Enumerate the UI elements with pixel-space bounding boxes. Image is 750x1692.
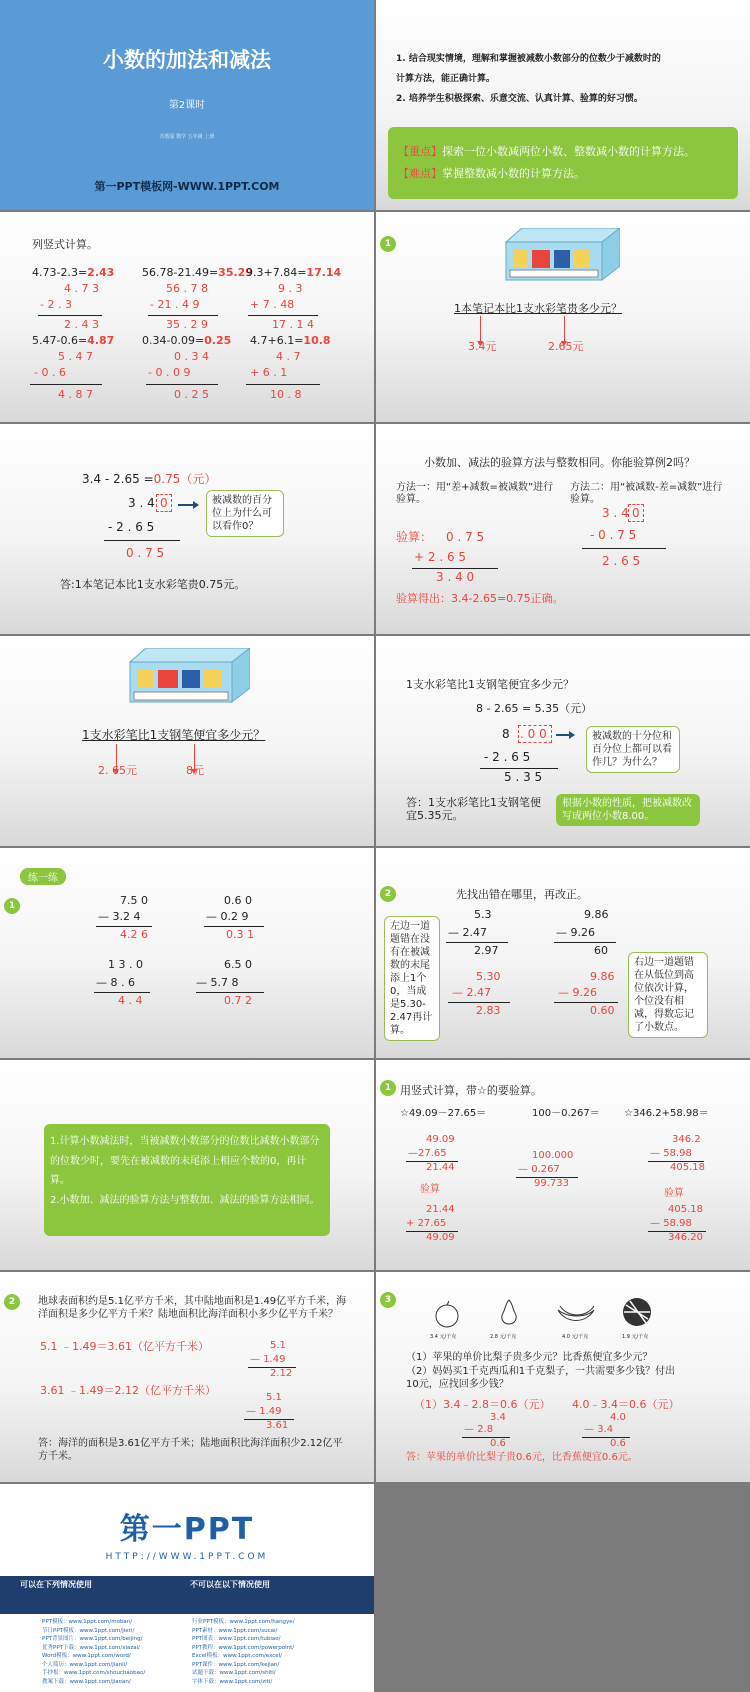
slide-credits[interactable]	[0, 1484, 374, 1692]
key-tag: 【重点】	[398, 145, 442, 158]
key-text: 探索一位小数减两位小数、整数减小数的计算方法。	[442, 145, 695, 158]
problem-5-expr: 0.34-0.09=	[142, 334, 205, 347]
p4-row3: 4 . 8 7	[58, 388, 93, 401]
logo: 第一PPT	[119, 1512, 255, 1547]
summary-box: 1.计算小数减法时，当被减数小数部分的位数比减数小数部分的位数少时，要先在被减数的末尾添上相应个数的0，再计算。 2.小数加、减法的验算方法与整数加、减法的验算方法相同。	[44, 1124, 330, 1236]
problem-3-expr: 9.3+7.84=	[246, 266, 307, 279]
d-zero: 0	[632, 506, 640, 520]
credit-link[interactable]: 优秀PPT下载：www.1ppt.com/xiazai/	[42, 1644, 141, 1651]
q1-row2: — 3.2 4	[98, 910, 141, 923]
right-5	[558, 986, 597, 999]
b-1: 100.000	[532, 1150, 574, 1161]
q4-row3: 0.7 2	[224, 994, 252, 1007]
b-2-value: 0.267	[531, 1164, 560, 1175]
equation-1: （1）3.4﹣2.8＝0.6（元）	[414, 1398, 551, 1411]
w-2	[246, 1406, 281, 1418]
q1-row3: 4.2 6	[120, 928, 148, 941]
q3-row2: — 8 . 6	[96, 976, 135, 989]
v-3: 0.6	[490, 1438, 506, 1449]
problem-4	[32, 334, 114, 347]
credit-link[interactable]: PPT素材：www.1ppt.com/sucai/	[192, 1627, 278, 1634]
problem-1-answer: 2.43	[87, 266, 115, 279]
site-label: 第一PPT模板网-WWW.1PPT.COM	[94, 180, 280, 193]
b-2	[518, 1164, 560, 1176]
question-bubble: 被减数的十分位和百分位上都可以看作几？为什么？	[586, 726, 680, 773]
a-4: 21.44	[426, 1204, 455, 1215]
price-pear: 2.8 元/千克	[490, 1334, 517, 1340]
v-2-value: 1.49	[263, 1354, 286, 1365]
answer: 答：1支水彩笔比1支钢笔便宜5.35元。	[406, 796, 541, 823]
problem-2-answer: 35.29	[218, 266, 253, 279]
minus-sign: —	[650, 1218, 664, 1229]
c-5-value: 58.98	[663, 1218, 692, 1229]
question-2: （2）妈妈买1千克西瓜和1千克梨子，一共需要多少钱？付出10元，应找回多少钱？	[406, 1366, 676, 1390]
credit-link[interactable]: 字体下载：www.1ppt.com/ziti/	[192, 1678, 273, 1685]
exercise-number: 2	[380, 886, 396, 902]
arrow	[556, 734, 570, 736]
credit-link[interactable]: PPT背景图片：www.1ppt.com/beijing/	[42, 1636, 143, 1642]
p2-line	[148, 315, 218, 316]
p5-row2: - 0 . 0 9	[148, 366, 191, 379]
p4-row1: 5 . 4 7	[58, 350, 93, 363]
a-2	[408, 1148, 447, 1160]
c-6: 346.20	[668, 1232, 703, 1243]
w-3: 3.61	[266, 1420, 289, 1431]
credit-link[interactable]: Excel模板：www.1ppt.com/excel/	[192, 1653, 283, 1659]
problem-2-expr: 56.78-21.49=	[142, 266, 219, 279]
row-3: 0 . 7 5	[126, 546, 165, 560]
minus-sign: —	[584, 1424, 598, 1435]
p4-row2: - 0 . 6	[34, 366, 66, 379]
row-2: - 2 . 6 5	[484, 750, 531, 764]
q1-line	[96, 926, 152, 927]
answer: 答：海洋的面积是3.61亿平方千米；陆地面积比海洋面积少2.12亿平方千米。	[38, 1438, 343, 1462]
slide-example-notebook[interactable]	[376, 212, 750, 422]
problem-4-expr: 5.47-0.6=	[32, 334, 88, 347]
credit-link[interactable]: PPT教程：www.1ppt.com/powerpoint/	[192, 1644, 295, 1651]
slide-title[interactable]	[0, 0, 374, 210]
problem-6	[250, 334, 331, 347]
v-2	[250, 1354, 285, 1366]
minus-sign: —	[518, 1164, 532, 1175]
question-1: （1）苹果的单价比梨子贵多少元？比香蕉便宜多少元？	[406, 1352, 653, 1363]
d-row3: 2 . 6 5	[602, 554, 641, 568]
row-1: 8	[502, 727, 510, 741]
question-bubble: 被减数的百分位上为什么可以看作0？	[206, 490, 284, 537]
question: 1支水彩笔比1支钢笔便宜多少元？	[406, 678, 574, 691]
answer: 答:1本笔记本比1支水彩笔贵0.75元。	[60, 578, 246, 591]
problem-6-answer: 10.8	[303, 334, 331, 347]
key-line	[398, 145, 695, 158]
equation-answer: 0.75（元）	[153, 472, 217, 486]
right-5-value: 9.26	[572, 986, 597, 999]
minus-sign: —	[558, 986, 569, 999]
p3-row2: + 7 . 48	[250, 298, 295, 311]
check-label: 验算：	[396, 530, 433, 544]
slide-solution-2[interactable]	[376, 636, 750, 846]
slide-goals[interactable]	[376, 0, 750, 210]
exercise-number: 1	[4, 898, 20, 914]
problem-1-expr: 4.73-2.3=	[32, 266, 88, 279]
slide-earth-area[interactable]	[0, 1272, 374, 1482]
left-5-value: 2.47	[466, 986, 491, 999]
expr-3: ☆346.2+58.98＝	[624, 1108, 709, 1119]
arrow-1	[480, 316, 481, 342]
right-explanation: 右边一道题错在从低位到高位依次计算，个位没有相减，得数忘记了小数点。	[628, 952, 708, 1038]
p3-row3: 17 . 1 4	[272, 318, 314, 331]
v-2	[464, 1424, 493, 1436]
expr-2: 100－0.267＝	[532, 1108, 600, 1119]
right-2-value: 9.26	[570, 926, 595, 939]
problem-6-expr: 4.7+6.1=	[250, 334, 304, 347]
b-3: 99.733	[534, 1178, 569, 1189]
q2-line	[204, 926, 264, 927]
goal-1b: 计算方法，能正确计算。	[396, 74, 496, 84]
pear-icon	[494, 1296, 524, 1326]
left-2	[448, 926, 487, 939]
c-4: 405.18	[668, 1204, 703, 1215]
right-1: 9.86	[584, 908, 609, 921]
added-zero: 0	[160, 496, 168, 510]
equation: 8 - 2.65 = 5.35（元）	[476, 702, 593, 715]
right-line-2	[554, 1002, 618, 1003]
apple-icon	[432, 1300, 462, 1328]
left-2-value: 2.47	[462, 926, 487, 939]
p2-row3: 35 . 2 9	[166, 318, 208, 331]
equation	[82, 472, 216, 486]
p5-row3: 0 . 2 5	[174, 388, 209, 401]
c-1: 346.2	[672, 1134, 701, 1145]
w-1: 5.1	[266, 1392, 282, 1403]
diff-tag: 【难点】	[398, 167, 442, 180]
credit-link[interactable]: Word模板：www.1ppt.com/word/	[42, 1653, 131, 1659]
credit-link[interactable]: PPT图表：www.1ppt.com/tubiao/	[192, 1636, 281, 1642]
left-line-2	[448, 1002, 510, 1003]
left-explanation: 左边一道题错在没有在被减数的末尾添上1个0，当成是5.30-2.47再计算。	[384, 916, 440, 1041]
heading: 列竖式计算。	[32, 238, 98, 251]
right-links	[192, 1618, 362, 1686]
key-box	[388, 127, 738, 199]
right-line-1	[554, 942, 616, 943]
equation-1: 5.1 ﹣1.49＝3.61（亿平方千米）	[40, 1340, 209, 1353]
right-2	[556, 926, 595, 939]
equation-2: 4.0﹣3.4＝0.6（元）	[572, 1398, 680, 1411]
check-2: 验算	[664, 1188, 684, 1199]
credit-link[interactable]: 教案下载：www.1ppt.com/jiaoan/	[42, 1678, 131, 1685]
q4-line	[196, 992, 264, 993]
slide-practice[interactable]	[0, 848, 374, 1058]
q4-row1: 6.5 0	[224, 958, 252, 971]
a-6: 49.09	[426, 1232, 455, 1243]
p2-row2: - 21 . 4 9	[150, 298, 200, 311]
q2-row2: — 0.2 9	[206, 910, 249, 923]
equation-2: 3.61 ﹣1.49＝2.12（亿平方千米）	[40, 1384, 216, 1397]
watermelon-icon	[620, 1296, 654, 1328]
expr-1: ☆49.09－27.65＝	[400, 1108, 487, 1119]
left-line-1	[446, 942, 508, 943]
heading: 先找出错在哪里，再改正。	[456, 888, 588, 901]
p1-row1: 4 . 7 3	[64, 282, 99, 295]
diff-text: 掌握整数减小数的计算方法。	[442, 167, 585, 180]
d-line	[582, 548, 666, 549]
problem-5	[142, 334, 231, 347]
arrow-2	[564, 316, 565, 342]
problem-1	[32, 266, 114, 279]
q3-row1: 1 3 . 0	[108, 958, 143, 971]
display-case-image	[502, 228, 620, 286]
left-1: 5.3	[474, 908, 492, 921]
v-1: 5.1	[270, 1340, 286, 1351]
slide-check[interactable]	[376, 424, 750, 634]
minus-sign: —	[556, 926, 567, 939]
row-3: 5 . 3 5	[504, 770, 543, 784]
p6-row2: + 6 . 1	[250, 366, 288, 379]
left-links	[42, 1618, 192, 1686]
title: 小数的加法和减法	[103, 48, 271, 72]
a-2-value: 27.65	[418, 1148, 447, 1159]
forbidden-heading: 不可以在以下情况使用	[190, 1580, 270, 1589]
c-3: 405.18	[670, 1162, 705, 1173]
line	[480, 768, 558, 769]
problem-5-answer: 0.25	[204, 334, 232, 347]
p6-row3: 10 . 8	[270, 388, 302, 401]
credit-link[interactable]: PPT课件：www.1ppt.com/kejian/	[192, 1661, 280, 1668]
equation-expr: 3.4 - 2.65 =	[82, 472, 154, 486]
value-1: 3.4元	[468, 340, 497, 353]
credit-link[interactable]: 个人简历：www.1ppt.com/jianli/	[42, 1661, 128, 1668]
value-2: 8元	[186, 764, 204, 777]
result: 验算得出：3.4-2.65=0.75正确。	[396, 592, 564, 605]
q4-row2: — 5.7 8	[196, 976, 239, 989]
v-1: 3.4	[490, 1412, 506, 1423]
slide-solution-1[interactable]	[0, 424, 374, 634]
slide-vertical-calc[interactable]	[0, 212, 374, 422]
method-2: 方法二：用“被减数-差=减数”进行验算。	[570, 482, 723, 505]
method-1: 方法一：用“差+减数=被减数”进行验算。	[396, 482, 554, 505]
slide-fruit[interactable]	[376, 1272, 750, 1482]
diff-line	[398, 167, 585, 180]
minus-sign: —	[448, 926, 459, 939]
c-2	[650, 1148, 692, 1160]
p6-row1: 4 . 7	[276, 350, 301, 363]
d-row2: - 0 . 7 5	[590, 528, 637, 542]
value-1: 2. 65元	[98, 764, 137, 777]
right-3: 60	[594, 944, 608, 957]
p5-line	[146, 384, 218, 385]
minus-sign: —	[650, 1148, 664, 1159]
left-6: 2.83	[476, 1004, 501, 1017]
credit-link[interactable]: 行业PPT模板：www.1ppt.com/hangye/	[192, 1619, 295, 1625]
exercise-number: 1	[380, 236, 396, 252]
w-3: 0.6	[610, 1438, 626, 1449]
plus-sign: +	[406, 1218, 418, 1229]
p1-row3: 2 . 4 3	[64, 318, 99, 331]
heading: 用竖式计算，带☆的要验算。	[400, 1084, 542, 1097]
c-5	[650, 1218, 692, 1230]
p5-row1: 0 . 3 4	[174, 350, 209, 363]
w-2-value: 3.4	[597, 1424, 614, 1435]
added-zeros: . 0 0	[520, 727, 547, 741]
check-1: 验算	[420, 1184, 440, 1195]
q3-line	[94, 992, 150, 993]
answer: 答：苹果的单价比梨子贵0.6元，比香蕉便宜0.6元。	[406, 1452, 638, 1463]
question: 1支水彩笔比1支钢笔便宜多少元？	[82, 728, 266, 742]
c-row1: 0 . 7 5	[446, 530, 485, 544]
credit-link[interactable]: PPT模板：www.1ppt.com/moban/	[42, 1619, 133, 1625]
display-case-image	[126, 648, 250, 708]
practice-tag: 练一练	[20, 868, 66, 885]
exercise-number: 3	[380, 1292, 396, 1308]
price-apple: 3.4 元/千克	[430, 1334, 457, 1340]
w-2	[584, 1424, 613, 1436]
p2-row1: 56 . 7 8	[166, 282, 208, 295]
d-row1: 3 . 4	[602, 506, 629, 520]
p1-line	[38, 315, 102, 316]
exercise-number: 2	[4, 1294, 20, 1310]
p6-line	[246, 384, 320, 385]
price-banana: 4.0 元/千克	[562, 1334, 589, 1340]
a-1: 49.09	[426, 1134, 455, 1145]
problem-4-answer: 4.87	[87, 334, 115, 347]
p3-row1: 9 . 3	[278, 282, 303, 295]
problem-3-answer: 17.14	[306, 266, 342, 279]
allowed-heading: 可以在下列情况使用	[20, 1580, 92, 1589]
minus-sign: —	[408, 1148, 418, 1159]
a-5	[406, 1218, 446, 1230]
w-1: 4.0	[610, 1412, 626, 1423]
right-4: 9.86	[590, 970, 615, 983]
meta: 苏教版 数学 五年级 上册	[159, 134, 215, 140]
c-row2: + 2 . 6 5	[414, 550, 467, 564]
row-2: - 2 . 6 5	[108, 520, 155, 534]
exercise-number: 1	[380, 1080, 396, 1096]
credit-link[interactable]: 试题下载：www.1ppt.com/shiti/	[192, 1670, 276, 1676]
credit-link[interactable]: 节日PPT模板：www.1ppt.com/jieri/	[42, 1627, 135, 1634]
q2-row3: 0.3 1	[226, 928, 254, 941]
slide-error-correction[interactable]	[376, 848, 750, 1058]
slide-example-pen[interactable]	[0, 636, 374, 846]
minus-sign: —	[464, 1424, 478, 1435]
c-row3: 3 . 4 0	[436, 570, 475, 584]
left-3: 2.97	[474, 944, 499, 957]
minus-sign: —	[452, 986, 463, 999]
c-2-value: 58.98	[663, 1148, 692, 1159]
v-2-value: 2.8	[477, 1424, 494, 1435]
a-5-value: 27.65	[417, 1218, 447, 1229]
w-2-value: 1.49	[259, 1406, 282, 1417]
slide-summary[interactable]	[0, 1060, 374, 1270]
q2-row1: 0.6 0	[224, 894, 252, 907]
right-6: 0.60	[590, 1004, 615, 1017]
question: 1本笔记本比1支水彩笔贵多少元？	[454, 302, 622, 315]
row-1: 3 . 4	[128, 496, 155, 510]
left-5	[452, 986, 491, 999]
logo-url: HTTP://WWW.1PPT.COM	[105, 1552, 269, 1562]
a-3: 21.44	[426, 1162, 455, 1173]
goal-2: 2. 培养学生积极探索、乐意交流、认真计算、验算的好习惯。	[396, 94, 643, 104]
problem-3	[246, 266, 341, 279]
p1-row2: - 2 . 3	[40, 298, 72, 311]
price-watermelon: 1.9 元/千克	[622, 1334, 649, 1340]
q3-row3: 4 . 4	[118, 994, 143, 1007]
subtitle: 第2课时	[168, 100, 206, 111]
minus-sign: —	[246, 1406, 260, 1417]
question: 小数加、减法的验算方法与整数相同。你能验算例2吗？	[424, 456, 695, 469]
arrow	[178, 504, 194, 506]
left-4: 5.30	[476, 970, 501, 983]
slide-calc-check[interactable]	[376, 1060, 750, 1270]
goal-1: 1. 结合现实情境，理解和掌握被减数小数部分的位数少于减数时的	[396, 54, 661, 64]
question: 地球表面积约是5.1亿平方千米，其中陆地面积是1.49亿平方千米，海洋面积是多少亿平方千米？陆地面积比海洋面积小多少亿平方千米？	[38, 1296, 347, 1320]
p3-line	[248, 315, 318, 316]
p4-line	[30, 384, 102, 385]
value-2: 2.65元	[548, 340, 584, 353]
q1-row1: 7.5 0	[120, 894, 148, 907]
sum-line	[104, 540, 180, 541]
problem-2	[142, 266, 253, 279]
property-note: 根据小数的性质，把被减数改写成两位小数8.00。	[556, 794, 700, 826]
credit-link[interactable]: 手抄报：www.1ppt.com/shouchaobao/	[42, 1670, 146, 1676]
minus-sign: —	[250, 1354, 264, 1365]
c-line	[412, 568, 498, 569]
banana-icon	[556, 1302, 596, 1328]
v-3: 2.12	[270, 1368, 293, 1379]
empty-cell	[376, 1484, 750, 1692]
